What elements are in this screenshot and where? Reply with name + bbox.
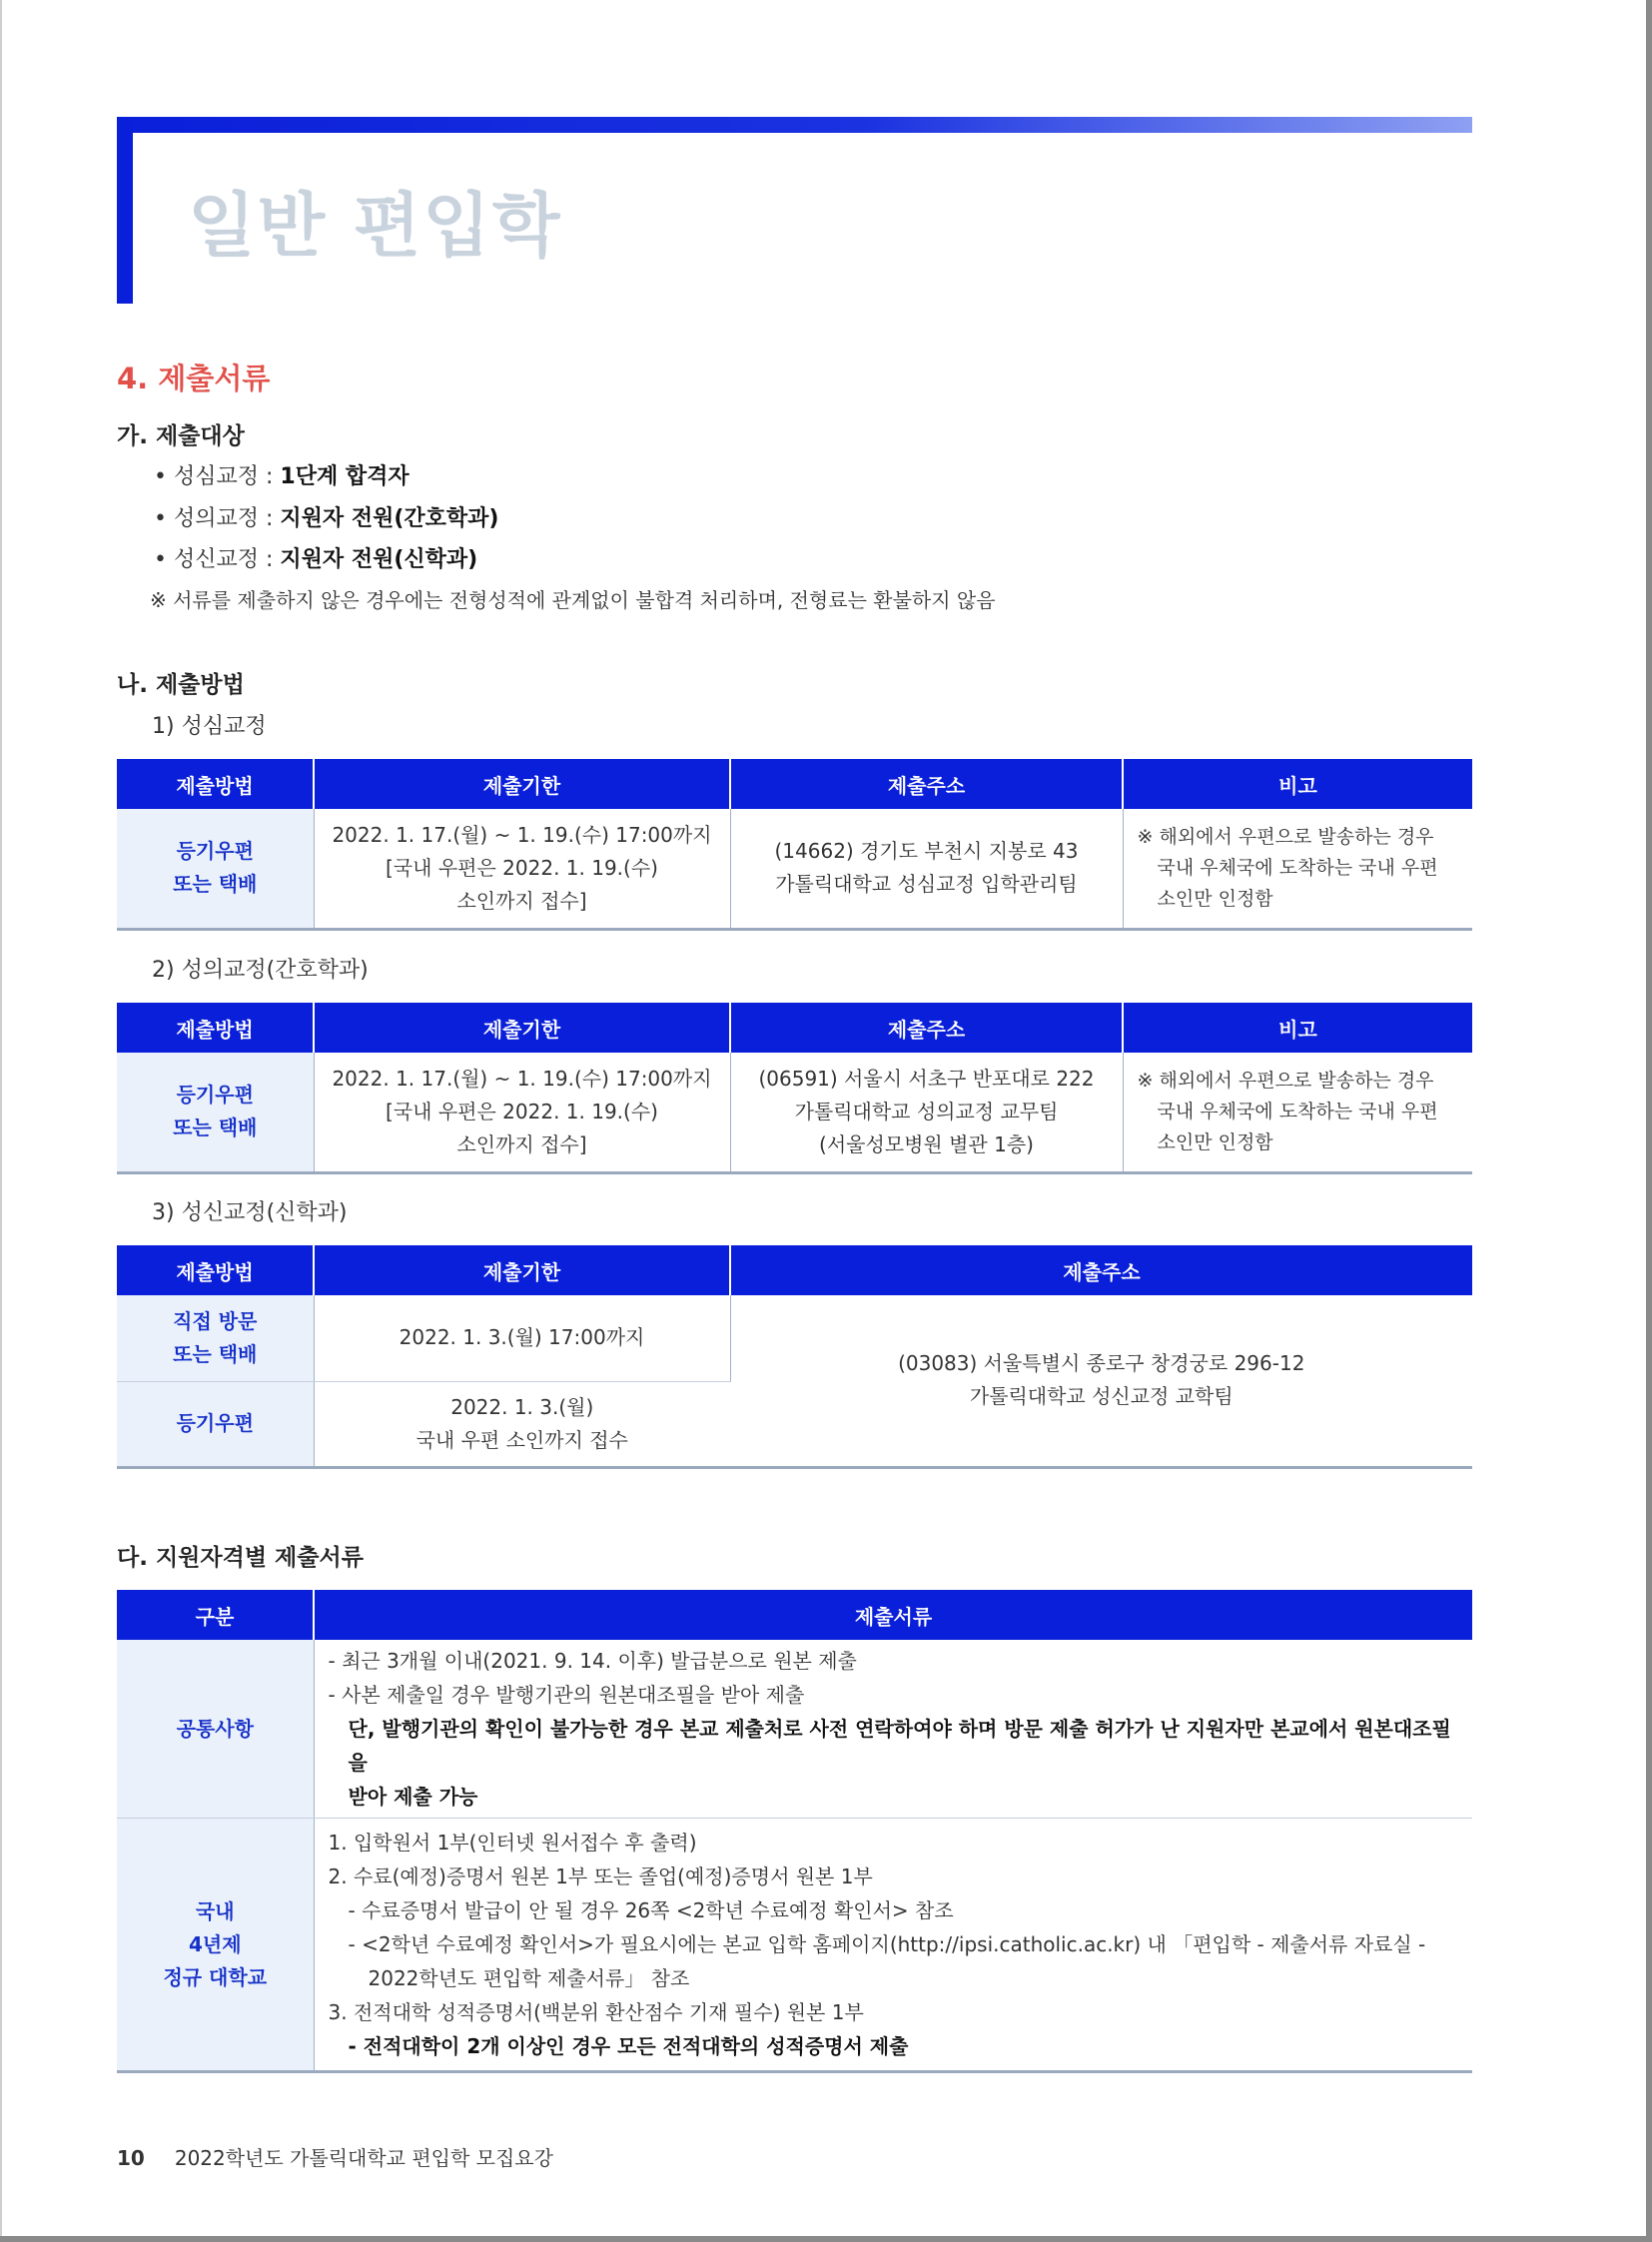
scan-edge-left [0,0,2,2242]
header-cell: 구분 [117,1590,314,1640]
domestic-label-cell: 국내 4년제 정규 대학교 [117,1819,314,2072]
header-cell: 제출기한 [314,1003,730,1053]
header-cell: 제출기한 [314,759,730,809]
bullet-icon: • [154,464,174,489]
target-item: • 성신교정 : 지원자 전원(신학과) [154,547,478,572]
common-label-cell: 공통사항 [117,1640,314,1819]
campus2-table [117,1003,1472,1174]
header-cell: 제출주소 [730,1245,1472,1295]
page-title: 일반 편입학 [188,185,562,267]
page-number: 10 [117,2146,145,2170]
header-cell: 비고 [1123,1003,1472,1053]
bullet-icon: • [154,547,174,572]
header-cell: 제출방법 [117,1003,314,1053]
campus3-title: 3) 성신교정(신학과) [152,1200,348,1225]
deadline-cell: 2022. 1. 17.(월) ~ 1. 19.(수) 17:00까지 [국내 우편은 2022. 1. 19.(수) 소인까지 접수] [314,809,730,929]
header-cell: 제출주소 [730,759,1123,809]
address-cell: (14662) 경기도 부천시 지봉로 43 가톨릭대학교 성심교정 입학관리팀 [730,809,1123,929]
targets-title: 가. 제출대상 [117,423,245,449]
header-cell: 제출기한 [314,1245,730,1295]
target-item: • 성심교정 : 1단계 합격자 [154,464,410,489]
scan-edge-right [1646,0,1652,2242]
header-cell: 비고 [1123,759,1472,809]
bullet-icon: • [154,506,174,531]
common-docs-cell: - 최근 3개월 이내(2021. 9. 14. 이후) 발급분으로 원본 제출 - 사본 제출일 경우 발행기관의 원본대조필을 받아 제출 단, 발행기관의 확인이 불가능한 경우 본교 제출처로 사전 연락하여야 하며 방문 제출 허가가 난 지원자만 본교에서 원본대조필을 받아 제출 가능 [314,1640,1472,1819]
method-cell: 등기우편 또는 택배 [117,1053,314,1172]
target-item: • 성의교정 : 지원자 전원(간호학과) [154,506,499,531]
page-footer [117,2142,553,2171]
header-cell: 제출주소 [730,1003,1123,1053]
domestic-docs-cell: 1. 입학원서 1부(인터넷 원서접수 후 출력) 2. 수료(예정)증명서 원본 1부 또는 졸업(예정)증명서 원본 1부 - 수료증명서 발급이 안 될 경우 26쪽 <2학년 수료예정 확인서> 참조 - <2학년 수료예정 확인서>가 필요시에는 본교 입학 홈페이지(http://ipsi.catholic.ac.kr) 내 「편입학 - 제출서류 자료실 - 2022학년도 편입학 제출서류」 참조 3. 전적대학 성적증명서(백분위 환산점수 기재 필수) 원본 1부 - 전적대학이 2개 이상인 경우 모든 전적대학의 성적증명서 제출 [314,1819,1472,2072]
campus1-table [117,759,1472,931]
note-cell: ※ 해외에서 우편으로 발송하는 경우 국내 우체국에 도착하는 국내 우편 소인만 인정함 [1123,1053,1472,1172]
footer-text: 2022학년도 가톨릭대학교 편입학 모집요강 [174,2146,553,2170]
header-cell: 제출서류 [314,1590,1472,1640]
header-accent-bar-vertical [117,117,133,304]
address-cell: (06591) 서울시 서초구 반포대로 222 가톨릭대학교 성의교정 교무팀 (서울성모병원 별관 1층) [730,1053,1123,1172]
header-cell: 제출방법 [117,1245,314,1295]
header-accent-bar [117,117,1472,133]
method-cell: 등기우편 [117,1381,314,1467]
method-title: 나. 제출방법 [117,672,245,698]
note-cell: ※ 해외에서 우편으로 발송하는 경우 국내 우체국에 도착하는 국내 우편 소인만 인정함 [1123,809,1472,929]
deadline-cell: 2022. 1. 3.(월) 국내 우편 소인까지 접수 [314,1381,730,1467]
deadline-cell: 2022. 1. 17.(월) ~ 1. 19.(수) 17:00까지 [국내 우편은 2022. 1. 19.(수) 소인까지 접수] [314,1053,730,1172]
campus2-title: 2) 성의교정(간호학과) [152,958,369,983]
documents-title: 다. 지원자격별 제출서류 [117,1545,364,1571]
method-cell: 등기우편 또는 택배 [117,809,314,929]
method-cell: 직접 방문 또는 택배 [117,1295,314,1381]
documents-table [117,1590,1472,2073]
deadline-cell: 2022. 1. 3.(월) 17:00까지 [314,1295,730,1381]
address-cell: (03083) 서울특별시 종로구 창경궁로 296-12 가톨릭대학교 성신교정 교학팀 [730,1295,1472,1467]
campus3-table [117,1245,1472,1469]
scan-edge-bottom [0,2236,1652,2242]
header-cell: 제출방법 [117,759,314,809]
targets-note: ※ 서류를 제출하지 않은 경우에는 전형성적에 관계없이 불합격 처리하며, 전형료는 환불하지 않음 [150,588,996,612]
campus1-title: 1) 성심교정 [152,714,267,739]
section-title: 4. 제출서류 [117,362,271,395]
